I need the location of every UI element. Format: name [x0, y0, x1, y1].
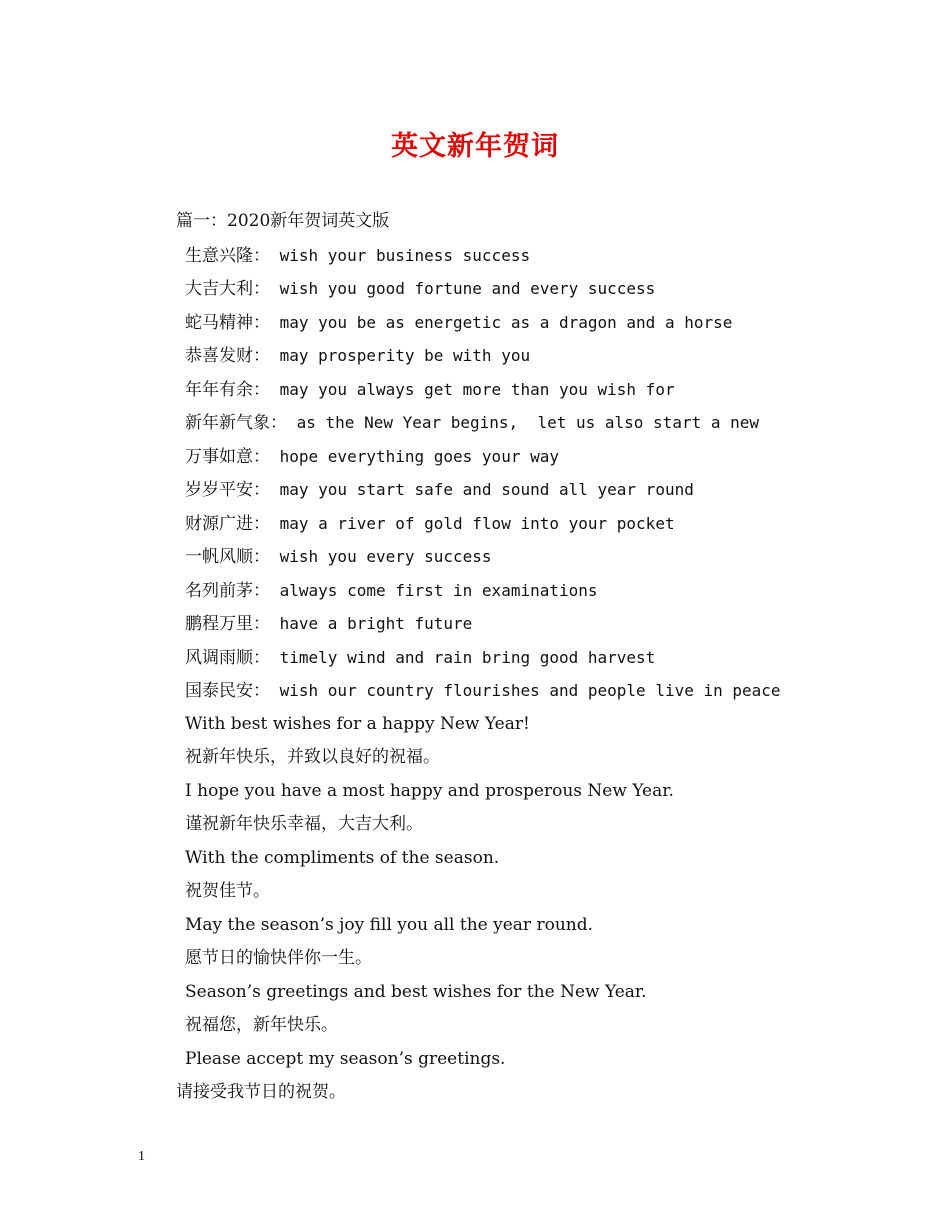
phrase-row [176, 574, 896, 608]
phrase-chinese: 生意兴隆： [185, 245, 270, 266]
phrase-english: wish you every success [270, 547, 492, 566]
phrase-english: wish you good fortune and every success [270, 279, 656, 298]
phrase-row [176, 473, 896, 507]
phrase-row [176, 272, 896, 306]
phrase-chinese: 风调雨顺： [185, 647, 270, 668]
phrase-english: always come first in examinations [270, 580, 598, 600]
phrase-english: wish your business success [270, 245, 531, 265]
greeting-chinese: 祝贺佳节。 [185, 881, 270, 901]
phrase-chinese: 大吉大利： [185, 279, 270, 299]
greeting-chinese: 谨祝新年快乐幸福，大吉大利。 [185, 814, 423, 834]
phrase-row [176, 641, 896, 675]
phrase-chinese: 名列前茅： [185, 580, 270, 601]
phrase-list [176, 239, 896, 708]
phrase-chinese: 岁岁平安： [185, 480, 270, 500]
greeting-english: Season’s greetings and best wishes for the New Year. [185, 981, 647, 1002]
document-body [176, 205, 896, 1110]
phrase-chinese: 万事如意： [185, 446, 270, 467]
phrase-row [176, 239, 896, 273]
phrase-english: as the New Year begins, let us also start a new [287, 413, 760, 432]
phrase-row [176, 306, 896, 340]
closing-line: 请接受我节日的祝贺。 [176, 1082, 346, 1102]
phrase-english: may you start safe and sound all year round [270, 480, 694, 499]
phrase-chinese: 一帆风顺： [185, 547, 270, 567]
phrase-english: may you be as energetic as a dragon and a horse [270, 312, 733, 332]
section-heading [176, 205, 896, 239]
phrase-chinese: 财源广进： [185, 513, 270, 534]
phrase-row [176, 373, 896, 407]
phrase-chinese: 新年新气象： [185, 413, 287, 433]
phrase-english: have a bright future [270, 614, 473, 633]
greeting-english: With best wishes for a happy New Year! [185, 713, 530, 734]
phrase-row [176, 339, 896, 373]
greeting-english: May the season’s joy fill you all the year round. [185, 914, 594, 935]
greeting-english: Please accept my season’s greetings. [185, 1048, 506, 1069]
greeting-chinese: 愿节日的愉快伴你一生。 [185, 948, 372, 968]
greeting-chinese: 祝新年快乐，并致以良好的祝福。 [185, 747, 440, 767]
page-number: 1 [138, 1149, 145, 1164]
phrase-chinese: 国泰民安： [185, 681, 270, 701]
section-heading-prefix: 篇一： [176, 211, 227, 231]
greetings-list [176, 708, 896, 1077]
phrase-chinese: 年年有余： [185, 379, 270, 400]
phrase-row [176, 406, 896, 440]
phrase-english: may a river of gold flow into your pocket [270, 513, 675, 533]
phrase-english: hope everything goes your way [270, 446, 559, 466]
phrase-chinese: 蛇马精神： [185, 312, 270, 333]
phrase-row [176, 674, 896, 708]
phrase-english: may you always get more than you wish for [270, 379, 675, 399]
section-heading-text: 2020新年贺词英文版 [227, 211, 390, 231]
phrase-chinese: 恭喜发财： [185, 346, 270, 366]
phrase-row [176, 540, 896, 574]
document-title: 英文新年贺词 [391, 131, 559, 162]
phrase-row [176, 507, 896, 541]
phrase-english: timely wind and rain bring good harvest [270, 647, 656, 667]
phrase-english: wish our country flourishes and people live in peace [270, 681, 781, 700]
phrase-row [176, 440, 896, 474]
phrase-english: may prosperity be with you [270, 346, 531, 365]
greeting-english: I hope you have a most happy and prosperous New Year. [185, 780, 674, 801]
greeting-chinese: 祝福您，新年快乐。 [185, 1015, 338, 1035]
greeting-english: With the compliments of the season. [185, 847, 500, 868]
phrase-row [176, 607, 896, 641]
phrase-chinese: 鹏程万里： [185, 614, 270, 634]
